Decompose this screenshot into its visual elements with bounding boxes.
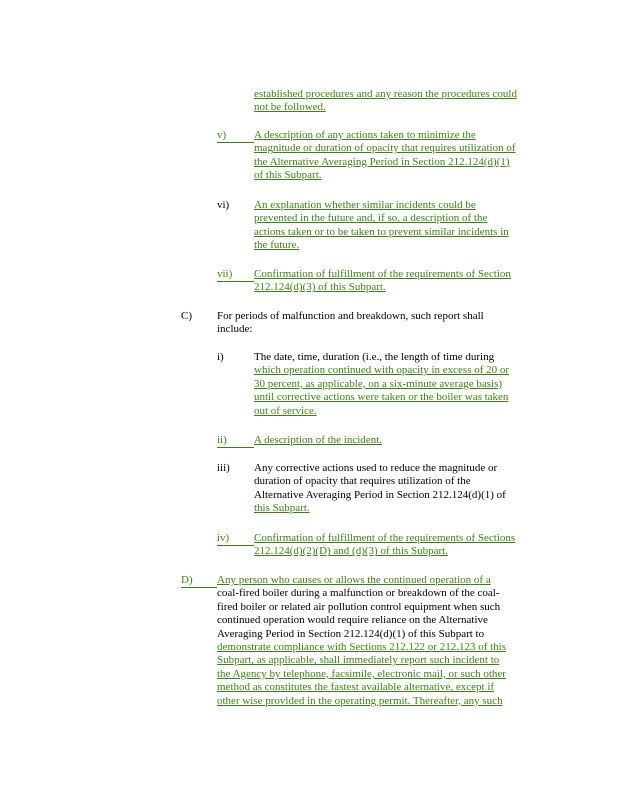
text-line: magnitude or duration of opacity that requires utilization of <box>254 142 516 155</box>
text-line: the Alternative Averaging Period in Section 212.124(d)(1) <box>254 155 510 168</box>
item-label-ii: ii) <box>217 434 254 448</box>
text-line: which operation continued with opacity in excess of 20 or <box>254 364 510 377</box>
text-line: Alternative Averaging Period in Section 212.124(d)(1) of <box>254 488 506 501</box>
item-D-text <box>217 574 506 708</box>
text-line: out of service. <box>254 404 317 417</box>
text-line: coal-fired boiler during a malfunction or breakdown of the coal- <box>217 587 500 600</box>
item-iii-text <box>254 462 506 516</box>
continuation-paragraph <box>254 88 517 115</box>
text-line: of this Subpart. <box>254 169 322 182</box>
item-label-D: D) <box>181 574 217 588</box>
text-line: Confirmation of fulfillment of the requirements of Sections <box>254 532 516 544</box>
text-line: 212.124(d)(2)(D) and (d)(3) of this Subpart. <box>254 545 448 558</box>
item-i-text <box>254 351 509 418</box>
text-line: A description of any actions taken to minimize the <box>254 129 476 141</box>
text-line: not be followed. <box>254 101 326 114</box>
item-label-iii: iii) <box>217 462 230 474</box>
item-vi-text <box>254 199 509 253</box>
text-line: duration of opacity that requires utilization of the <box>254 475 471 488</box>
text-line: the Agency by telephone, facsimile, electronic mail, or such other <box>217 667 506 680</box>
text-line: For periods of malfunction and breakdown, such report shall <box>217 310 484 322</box>
text-line: A description of the incident. <box>254 434 382 446</box>
item-ii-text <box>254 434 382 447</box>
text-line: until corrective actions were taken or the boiler was taken <box>254 391 509 404</box>
item-label-vi: vi) <box>217 199 230 211</box>
text-line: other wise provided in the operating permit. Thereafter, any such <box>217 694 503 707</box>
text-line: include: <box>217 323 253 336</box>
item-label-iv: iv) <box>217 532 254 546</box>
item-C-text <box>217 310 484 337</box>
item-label-vii: vii) <box>217 268 254 282</box>
text-line: continued operation would require reliance on the Alternative <box>217 614 488 627</box>
item-vii-text <box>254 268 511 295</box>
text-line: established procedures and any reason the procedures could <box>254 88 517 100</box>
text-line: actions taken or to be taken to prevent similar incidents in <box>254 225 509 238</box>
text-line: The date, time, duration (i.e., the length of time during <box>254 351 495 363</box>
item-iv-text <box>254 532 515 559</box>
text-line: Subpart, as applicable, shall immediately report such incident to <box>217 654 500 667</box>
text-line: fired boiler or related air pollution control equipment when such <box>217 600 501 613</box>
text-line: 212.124(d)(3) of this Subpart. <box>254 281 386 294</box>
text-line: method as constitutes the fastest available alternative, except if <box>217 681 495 694</box>
item-label-C: C) <box>181 310 192 322</box>
text-line: the future. <box>254 239 300 252</box>
item-label-v: v) <box>217 129 254 143</box>
text-line: Any corrective actions used to reduce the magnitude or <box>254 462 498 474</box>
text-line: this Subpart. <box>254 502 310 515</box>
text-line: prevented in the future and, if so, a description of the <box>254 212 488 225</box>
text-line: Confirmation of fulfillment of the requirements of Section <box>254 268 511 280</box>
item-v-text <box>254 129 515 183</box>
item-label-i: i) <box>217 351 224 363</box>
text-line: Averaging Period in Section 212.124(d)(1) of this Subpart to <box>217 627 485 640</box>
text-line: Any person who causes or allows the continued operation of a <box>217 574 491 586</box>
text-line: demonstrate compliance with Sections 212.122 or 212.123 of this <box>217 641 507 654</box>
text-line: 30 percent, as applicable, on a six-minute average basis) <box>254 377 503 390</box>
text-line: An explanation whether similar incidents could be <box>254 199 476 211</box>
